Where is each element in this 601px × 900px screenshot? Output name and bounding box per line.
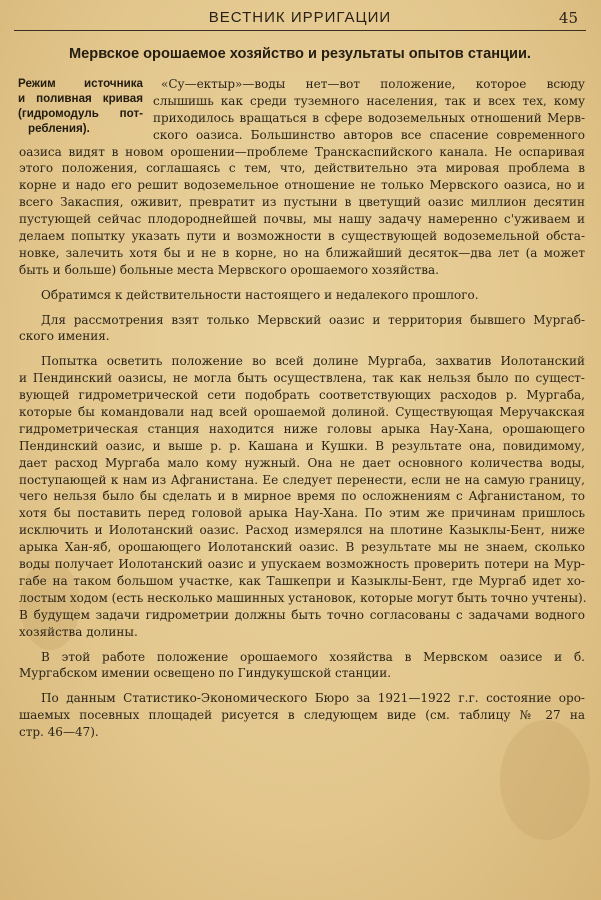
text-line: пустующей сейчас плодороднейшей почвы, мы нашу задачу намеренно с'уживаем и	[19, 212, 585, 227]
side-heading-line: и поливная кривая	[18, 92, 143, 105]
text-line: ского имения.	[19, 329, 110, 344]
page-number: 45	[558, 9, 578, 27]
text-line: Обратимся к действительности настоящего и недалекого прошлого.	[41, 287, 479, 302]
running-header	[14, 6, 586, 31]
text-line: делаем попытку указать пути и возможности в существующей водоземельной обста-	[19, 229, 585, 244]
text-line: быть и больше) больные места Мервского орошаемого хозяйства.	[19, 262, 439, 277]
text-line: воды получает Иолотанский оазис и упускаем возможность проверить потери на Мур-	[19, 557, 585, 572]
article-title: Мервское орошаемое хозяйство и результаты опытов станции.	[69, 46, 531, 62]
text-line: Попытка осветить положение во всей долине Мургаба, захватив Иолотанский	[41, 354, 585, 369]
text-line: Мургабском имении освещено по Гиндукушской станции.	[19, 666, 392, 681]
text-line: вующей гидрометрической сети подобрать соответствующих расходов р. Мургаба,	[19, 388, 585, 403]
text-line: По данным Статистико-Экономического Бюро за 1921—1922 г.г. состояние оро-	[41, 691, 585, 706]
text-line: корне и надо его решит водоземельное отношение не только Мервского оазиса, но и	[19, 178, 585, 193]
text-line: новке, залечить хотя бы и не в корне, но на ближайший десяток—два лет (а может	[19, 245, 585, 260]
text-line: шаемых посевных площадей рисуется в следующем виде (см. таблицу № 27 на	[19, 708, 585, 723]
text-line: и Пендинский оазисы, не могла быть осуществлена, так как нельзя было по сущест-	[19, 371, 585, 386]
side-heading-line: Режим источника	[18, 77, 143, 90]
text-line: чего нельзя было бы сделать и в мирное время по осложнениям с Афганистаном, то	[19, 489, 585, 504]
side-heading-line: (гидромодуль пот-	[18, 107, 143, 120]
journal-title: ВЕСТНИК ИРРИГАЦИИ	[208, 9, 392, 26]
text-line: Пендинский оазис, и выше р. р. Кашана и Кушки. В результате она, повидимому,	[19, 438, 585, 453]
text-line: лостым ходом (есть несколько машинных установок, которые могут быть точно учтены).	[19, 590, 587, 605]
text-line: стр. 46—47).	[19, 725, 99, 740]
text-line: «Су—ектыр»—воды нет—вот положение, которое всюду	[161, 77, 585, 91]
text-line: оазиса видят в новом орошении—проблеме Транскаспийского канала. Не оспаривая	[19, 144, 585, 159]
text-line: гидрометрическая станция находится ниже головы арыка Нау-Хана, орошающего	[19, 421, 585, 436]
text-line: габе на таком большом участке, как Ташкепри и Казыклы-Бент, где Мургаб идет хо-	[19, 573, 585, 588]
text-line: исключить и Иолотанский оазис. Расход измерялся на плотине Казыклы-Бент, ниже	[19, 523, 585, 538]
text-line: приходилось вращаться в сфере водоземельных отношений Мерв-	[153, 110, 585, 125]
article-body	[19, 76, 585, 741]
text-line: дает расход Мургаба мало кому нужный. Она не дает основного количества воды,	[19, 455, 585, 470]
text-line: В будущем задачи гидрометрии должны быть точно согласованы с задачами водного	[19, 607, 585, 622]
text-line: поступающей к нам из Афганистана. Ее следует перенести, если не на самую границу,	[19, 472, 585, 487]
text-line: В этой работе положение орошаемого хозяйства в Мервском оазисе и б.	[41, 649, 585, 664]
text-line: Для рассмотрения взят только Мервский оазис и территория бывшего Мургаб-	[41, 312, 585, 327]
side-heading-line: ребления).	[28, 122, 90, 135]
text-line: хозяйства долины.	[19, 624, 138, 639]
text-line: хотя бы поставить перед головой арыка Нау-Хана. По этим же причинам пришлось	[19, 506, 585, 521]
text-line: слышишь как среди туземного населения, так и всех тех, кому	[153, 93, 585, 108]
text-line: ского оазиса. Большинство авторов все спасение современного	[153, 127, 585, 142]
text-line: этого положения, соглашаясь с тем, что, действительно эта мировая проблема в	[19, 161, 585, 176]
text-line: всего Закаспия, оживит, превратит из пустыни в цветущий оазис миллион десятин	[19, 195, 585, 210]
text-line: которые бы командовали над всей орошаемой долиной. Существующая Меручакская	[19, 405, 585, 420]
text-line: арыка Хан-яб, орошающего Иолотанский оазис. В результате мы не знаем, сколько	[19, 540, 585, 555]
